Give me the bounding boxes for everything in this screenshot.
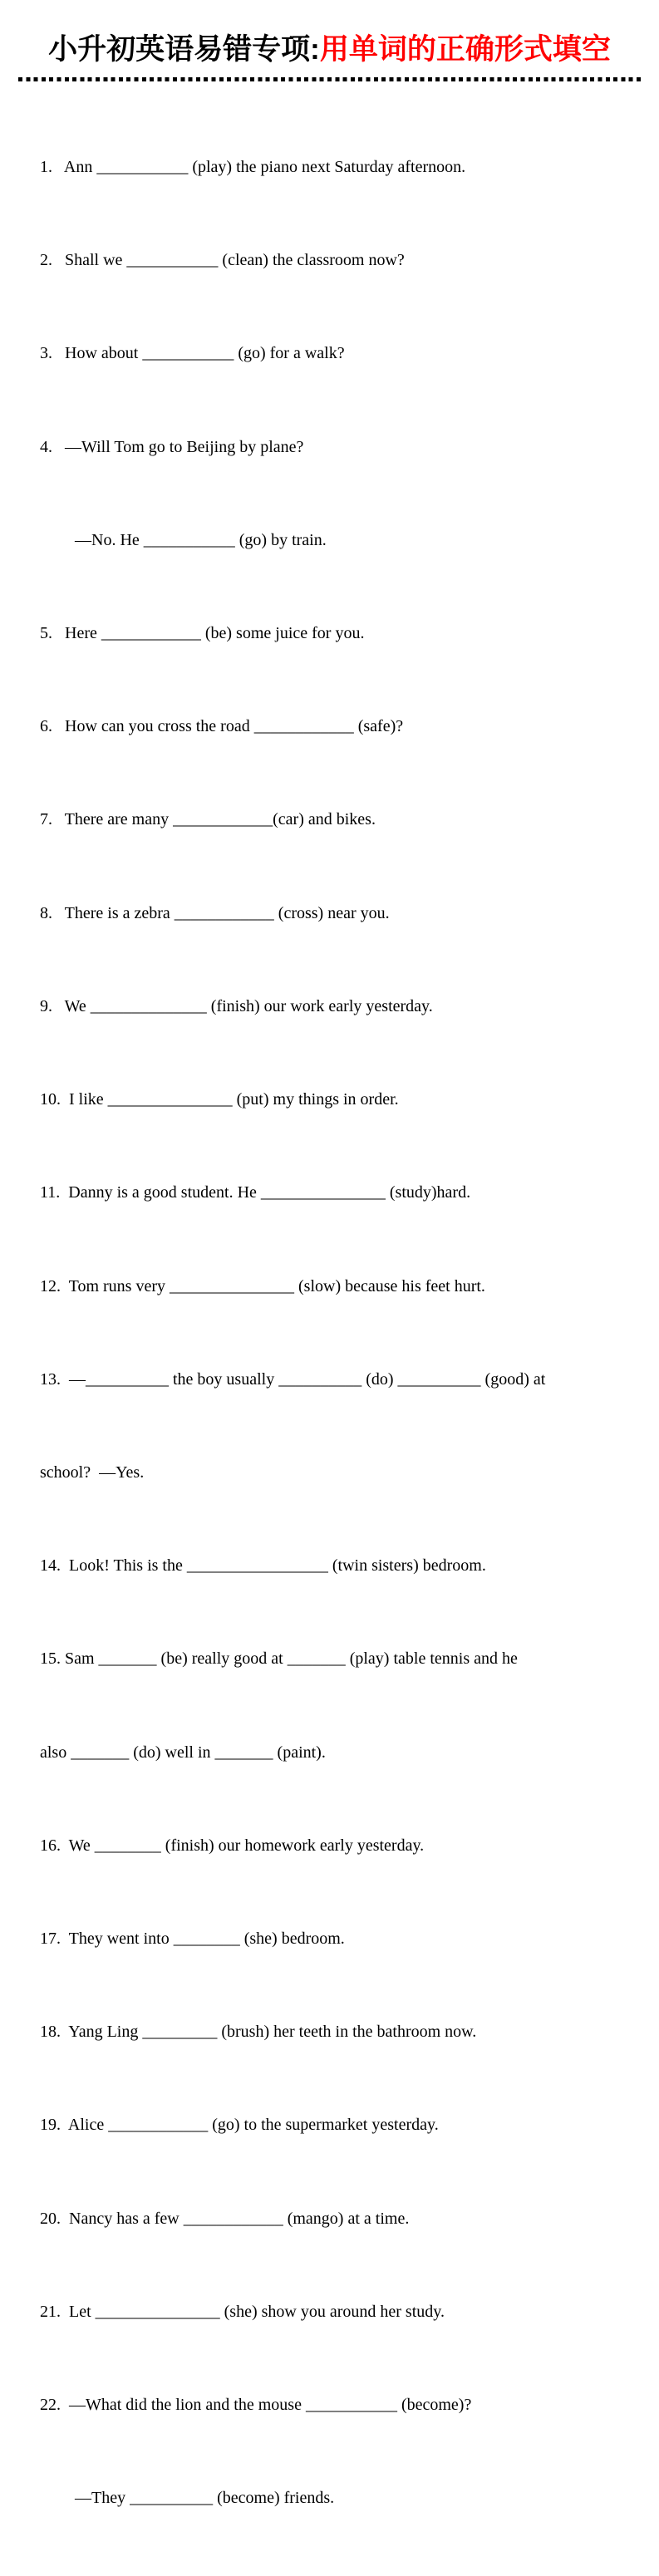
question-line-continuation: —They __________ (become) friends. — [75, 2489, 335, 2508]
worksheet-title — [0, 30, 659, 69]
title-black-part: 小升初英语易错专项: — [48, 33, 320, 66]
dotted-divider — [18, 77, 642, 81]
question-line: 15. Sam _______ (be) really good at _______ (play) table tennis and he — [40, 1649, 518, 1669]
question-line-continuation: —No. He ___________ (go) by train. — [75, 530, 327, 549]
question-list — [40, 90, 636, 2576]
question-line: 22. —What did the lion and the mouse ___________ (become)? — [40, 2395, 472, 2414]
question-line: 1. Ann ___________ (play) the piano next Saturday afternoon. — [40, 158, 466, 177]
question-line: 5. Here ____________ (be) some juice for you. — [40, 624, 365, 643]
question-line: 18. Yang Ling _________ (brush) her teeth in the bathroom now. — [40, 2023, 477, 2042]
question-line: 12. Tom runs very _______________ (slow) because his feet hurt. — [40, 1276, 485, 1295]
question-line: 6. How can you cross the road ____________ (safe)? — [40, 717, 404, 736]
question-line: 13. —__________ the boy usually __________ (do) __________ (good) at — [40, 1369, 546, 1389]
title-red-part: 用单词的正确形式填空 — [319, 33, 611, 66]
question-line: 10. I like _______________ (put) my things in order. — [40, 1090, 399, 1109]
question-line: 21. Let _______________ (she) show you around her study. — [40, 2302, 445, 2321]
question-line: 7. There are many ____________(car) and bikes. — [40, 810, 376, 829]
question-line: 8. There is a zebra ____________ (cross) near you. — [40, 903, 390, 922]
question-line: 3. How about ___________ (go) for a walk? — [40, 344, 345, 363]
question-line: 19. Alice ____________ (go) to the supermarket yesterday. — [40, 2116, 439, 2135]
question-line: 20. Nancy has a few ____________ (mango) at a time. — [40, 2209, 410, 2228]
question-line: 11. Danny is a good student. He _______________ (study)hard. — [40, 1183, 471, 1202]
question-line: 9. We ______________ (finish) our work early yesterday. — [40, 996, 433, 1015]
question-line: 4. —Will Tom go to Beijing by plane? — [40, 437, 304, 456]
question-line: 17. They went into ________ (she) bedroom. — [40, 1929, 345, 1948]
question-line: 2. Shall we ___________ (clean) the classroom now? — [40, 251, 405, 270]
question-line: 14. Look! This is the _________________ (twin sisters) bedroom. — [40, 1556, 486, 1576]
question-line-continuation: school? —Yes. — [40, 1463, 145, 1482]
question-line-continuation: also _______ (do) well in _______ (paint). — [40, 1743, 326, 1762]
question-line: 16. We ________ (finish) our homework early yesterday. — [40, 1836, 425, 1855]
